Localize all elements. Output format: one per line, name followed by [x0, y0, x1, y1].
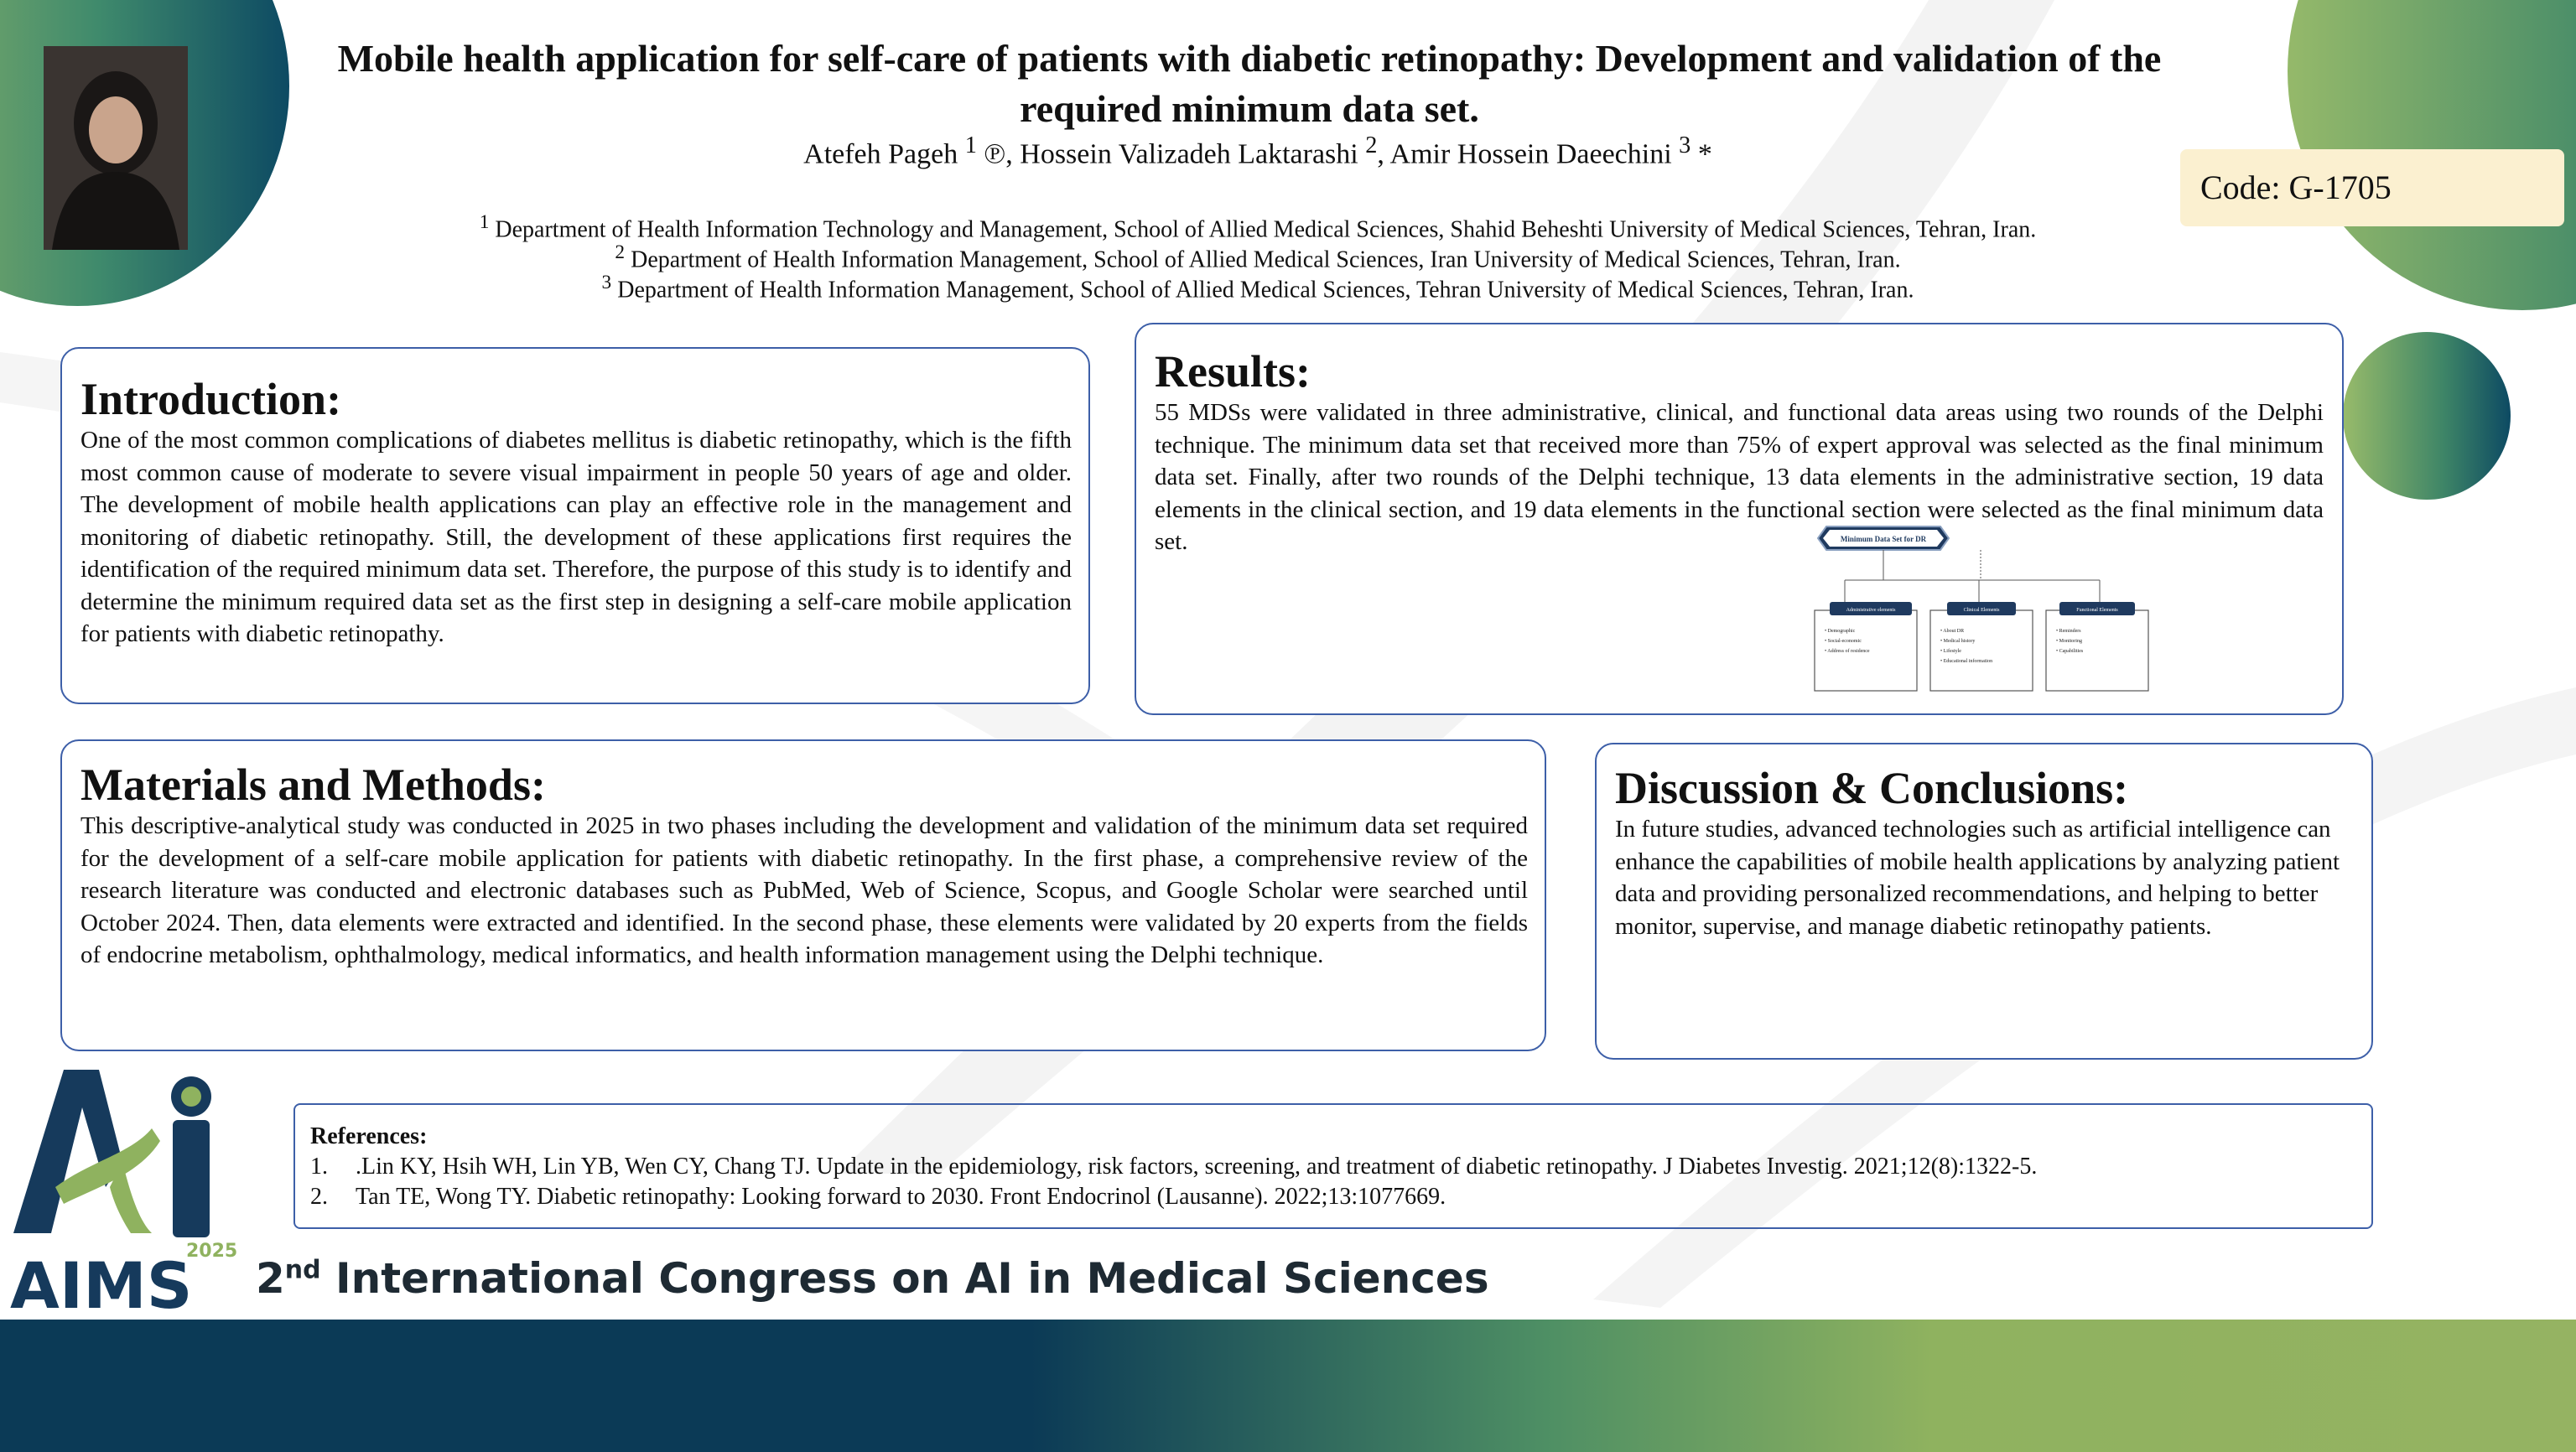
svg-text:2025: 2025: [186, 1241, 238, 1262]
reference-item: 1. .Lin KY, Hsih WH, Lin YB, Wen CY, Chang TJ. Update in the epidemiology, risk factors, screening, and treatment of diabetic retinopathy. J Diabetes Investig. 2021;12(8):1322-5.: [310, 1154, 2038, 1180]
congress-name: 2nd International Congress on AI in Medical Sciences: [256, 1254, 1489, 1303]
author-portrait: [44, 46, 188, 250]
methods-body: This descriptive-analytical study was conducted in 2025 in two phases including the development and validation of the minimum data set required for the development of a self-care mobile application for patients with diabetic retinopathy. In the first phase, a comprehensive review of the research literature was conducted and electronic databases such as PubMed, Web of Science, Scopus, and Google Scholar were searched until October 2024. Then, data elements were extracted and identified. In the second phase, these elements were validated by 20 experts from the fields of endocrine metabolism, ophthalmology, medical informatics, and health information management using the Delphi technique.: [80, 812, 1528, 968]
poster-code-badge: Code: G-1705: [2180, 149, 2564, 226]
affiliation-3: $^3$ Department of Health Information Management, School of Allied Medical Sciences, Tehran University of Medical Sciences, Tehran, Iran.: [601, 272, 1914, 303]
svg-text:• Medical history: • Medical history: [1940, 639, 1976, 644]
introduction-section: [60, 347, 1090, 704]
reference-item: 2. Tan TE, Wong TY. Diabetic retinopathy: Looking forward to 2030. Front Endocrinol (Lausanne). 2022;13:1077669.: [310, 1184, 1446, 1210]
methods-section: [60, 739, 1546, 1051]
poster-title: Mobile health application for self-care of patients with diabetic retinopathy: Development and validation of the required minimum data set.: [337, 37, 2162, 130]
discussion-heading: Discussion & Conclusions:: [1615, 763, 2129, 813]
svg-text:• Social-economic: • Social-economic: [1825, 639, 1862, 644]
svg-text:• Demographic: • Demographic: [1825, 629, 1856, 634]
references-section: [293, 1103, 2373, 1229]
diagram-group-administrative: [1815, 602, 1917, 691]
authors-line: Atefeh Pageh $^1$ ℗, Hossein Valizadeh Laktarashi $^2$, Amir Hossein Daeechini $^3$ *: [803, 132, 1712, 170]
svg-text:AIMS: AIMS: [10, 1248, 193, 1313]
affiliation-2: $^2$ Department of Health Information Management, School of Allied Medical Sciences, Iran University of Medical Sciences, Tehran, Iran.: [615, 241, 1901, 273]
footer-band: [0, 1320, 2576, 1452]
svg-text:• Educational information: • Educational information: [1940, 659, 1993, 664]
discussion-body: In future studies, advanced technologies such as artificial intelligence can enhance the capabilities of mobile health applications by analyzing patient data and providing personalized recommendations, and helping to better monitor, supervise, and manage diabetic retinopathy patients.: [1615, 816, 2340, 940]
diagram-group-clinical: [1930, 602, 2033, 691]
svg-text:• Reminders: • Reminders: [2056, 629, 2081, 634]
results-heading: Results:: [1155, 346, 1311, 397]
aims-logo: [5, 1061, 240, 1313]
diagram-group-functional: [2046, 602, 2148, 691]
results-section: [1135, 323, 2344, 715]
results-body: 55 MDSs were validated in three administrative, clinical, and functional data areas using two rounds of the Delphi technique. The minimum data set that received more than 75% of expert approval was selected as the final minimum data set. Finally, after two rounds of the Delphi technique, 13 data elements in the administrative section, 19 data elements in the clinical section, and 19 data elements in the functional section were selected as the final minimum data set.: [1155, 399, 2324, 555]
affiliation-1: $^1$ Department of Health Information Technology and Management, School of Allied Medical Sciences, Shahid Beheshti University of Medical Sciences, Tehran, Iran.: [479, 211, 2037, 243]
methods-heading: Materials and Methods:: [80, 760, 546, 810]
author-2: , Hossein Valizadeh Laktarashi: [1005, 138, 1366, 170]
diagram-root: [1818, 526, 1949, 550]
svg-text:• Capabilities: • Capabilities: [2056, 649, 2084, 654]
svg-text:• Address of residence: • Address of residence: [1825, 649, 1870, 654]
svg-text:Functional Elements: Functional Elements: [2076, 608, 2118, 613]
introduction-heading: Introduction:: [80, 374, 342, 424]
discussion-section: [1595, 743, 2373, 1060]
svg-text:Minimum Data Set for DR: Minimum Data Set for DR: [1840, 535, 1927, 543]
author-1: Atefeh Pageh: [803, 138, 965, 170]
svg-text:Clinical Elements: Clinical Elements: [1963, 608, 2000, 613]
svg-text:• About DR: • About DR: [1940, 629, 1965, 634]
decorative-circle-small: [2343, 332, 2511, 500]
svg-text:• Monitoring: • Monitoring: [2056, 639, 2082, 644]
mds-diagram: [1810, 520, 2162, 696]
references-heading: References:: [310, 1123, 428, 1149]
svg-text:• Lifestyle: • Lifestyle: [1940, 649, 1961, 654]
author-3: , Amir Hossein Daeechini: [1377, 138, 1680, 170]
svg-text:Administrative elements: Administrative elements: [1846, 608, 1896, 613]
introduction-body: One of the most common complications of diabetes mellitus is diabetic retinopathy, which is the fifth most common cause of moderate to severe visual impairment in people 50 years of age and older. The development of mobile health applications can play an effective role in the management and monitoring of diabetic retinopathy. Still, the development of these applications first requires the identification of the required minimum data set. Therefore, the purpose of this study is to identify and determine the minimum required data set as the first step in designing a self-care mobile application for patients with diabetic retinopathy.: [80, 427, 1072, 647]
